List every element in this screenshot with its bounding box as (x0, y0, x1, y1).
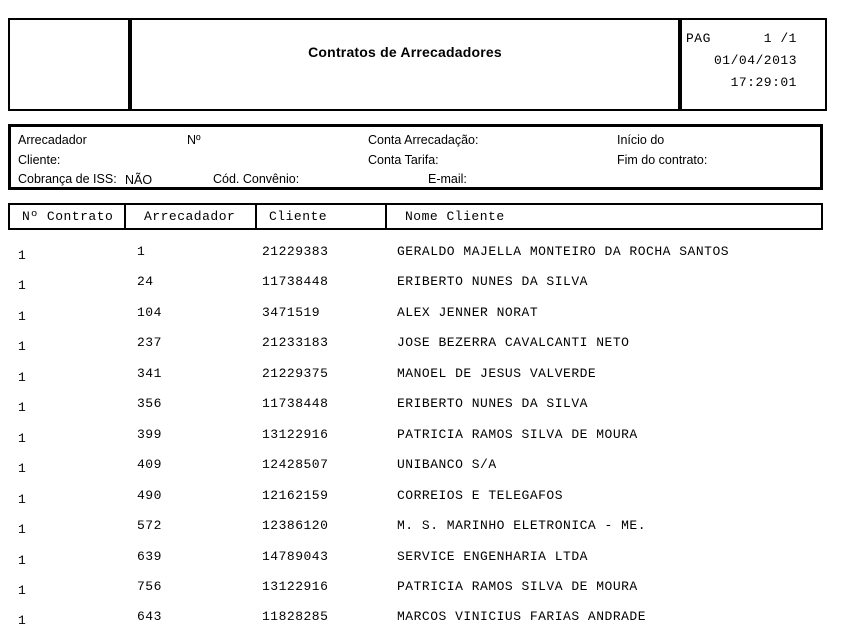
cell-nome-cliente: SERVICE ENGENHARIA LTDA (397, 548, 588, 564)
cell-num-contrato: 1 (18, 278, 27, 294)
cell-num-contrato: 1 (18, 522, 27, 538)
cell-nome-cliente: PATRICIA RAMOS SILVA DE MOURA (397, 426, 638, 442)
table-row (0, 304, 865, 324)
cell-num-contrato: 1 (18, 400, 27, 416)
cell-arrecadador: 639 (137, 548, 162, 564)
table-row (0, 457, 865, 477)
cell-nome-cliente: M. S. MARINHO ELETRONICA - ME. (397, 518, 647, 534)
page-label: PAG (686, 31, 711, 46)
cell-nome-cliente: PATRICIA RAMOS SILVA DE MOURA (397, 578, 638, 594)
cell-num-contrato: 1 (18, 613, 27, 629)
filter-fim-contrato-label: Fim do contrato: (617, 153, 708, 167)
table-row (0, 274, 865, 294)
cell-nome-cliente: GERALDO MAJELLA MONTEIRO DA ROCHA SANTOS (397, 244, 730, 259)
cell-arrecadador: 490 (137, 487, 162, 503)
cell-arrecadador: 572 (137, 518, 162, 534)
filter-conta-arrecadacao-label: Conta Arrecadação: (368, 133, 479, 147)
cell-cliente: 14789043 (262, 548, 329, 564)
column-header-arrecadador: Arrecadador (126, 205, 257, 228)
cell-nome-cliente: MARCOS VINICIUS FARIAS ANDRADE (397, 609, 647, 625)
filter-conta-tarifa-label: Conta Tarifa: (368, 153, 439, 167)
filter-email-label: E-mail: (428, 172, 467, 186)
cell-arrecadador: 237 (137, 335, 162, 351)
cell-nome-cliente: JOSE BEZERRA CAVALCANTI NETO (397, 335, 630, 351)
column-header-cliente: Cliente (257, 205, 387, 228)
report-time: 17:29:01 (730, 75, 797, 90)
column-header-nome-cliente: Nome Cliente (405, 209, 505, 224)
cell-num-contrato: 1 (18, 552, 27, 568)
cell-arrecadador: 356 (137, 396, 162, 412)
cell-nome-cliente: CORREIOS E TELEGAFOS (397, 487, 564, 503)
table-row (0, 396, 865, 416)
cell-arrecadador: 104 (137, 304, 162, 320)
cell-num-contrato: 1 (18, 491, 27, 507)
table-row (0, 578, 865, 598)
cell-nome-cliente: ERIBERTO NUNES DA SILVA (397, 396, 588, 412)
cell-nome-cliente: MANOEL DE JESUS VALVERDE (397, 365, 597, 381)
cell-nome-cliente: ALEX JENNER NORAT (397, 304, 539, 320)
page-value: 1 /1 (763, 31, 797, 46)
cell-num-contrato: 1 (18, 461, 27, 477)
table-row (0, 426, 865, 446)
cell-cliente: 21233183 (262, 335, 329, 351)
logo-box (8, 18, 130, 111)
cell-cliente: 12162159 (262, 487, 329, 503)
cell-cliente: 13122916 (262, 578, 329, 594)
report-date: 01/04/2013 (713, 53, 797, 68)
cell-cliente: 12386120 (262, 518, 329, 534)
cell-cliente: 12428507 (262, 457, 329, 473)
filter-cliente-label: Cliente: (18, 153, 61, 167)
table-row (0, 335, 865, 355)
title-box (130, 18, 680, 111)
cell-num-contrato: 1 (18, 308, 27, 324)
filter-arrecadador-label: Arrecadador (18, 133, 87, 147)
cell-arrecadador: 1 (137, 244, 146, 259)
cell-arrecadador: 643 (137, 609, 162, 625)
border-wear-artifact (715, 112, 787, 114)
cell-nome-cliente: ERIBERTO NUNES DA SILVA (397, 274, 588, 290)
cell-num-contrato: 1 (18, 582, 27, 598)
cell-num-contrato: 1 (18, 339, 27, 355)
filter-cobranca-iss-label: Cobrança de ISS: (18, 172, 117, 186)
filter-cod-convenio-label: Cód. Convênio: (213, 172, 300, 186)
cell-cliente: 11738448 (262, 396, 329, 412)
cell-arrecadador: 24 (137, 274, 154, 290)
filter-numero-label: Nº (187, 133, 201, 147)
table-row (0, 609, 865, 629)
table-row (0, 518, 865, 538)
table-header (8, 203, 823, 230)
cell-nome-cliente: UNIBANCO S/A (397, 457, 497, 473)
filter-cobranca-iss-value: NÃO (125, 173, 153, 187)
cell-cliente: 13122916 (262, 426, 329, 442)
cell-num-contrato: 1 (18, 430, 27, 446)
page-number-line (684, 28, 825, 50)
table-row (0, 365, 865, 385)
cell-num-contrato: 1 (18, 369, 27, 385)
column-header-num-contrato: Nº Contrato (10, 205, 126, 228)
table-row (0, 244, 865, 263)
table-row (0, 548, 865, 568)
page-title: Contratos de Arrecadadores (308, 44, 502, 60)
cell-num-contrato: 1 (18, 248, 27, 263)
filter-inicio-label: Início do (617, 133, 665, 147)
pagination-box (680, 18, 827, 111)
cell-cliente: 3471519 (262, 304, 321, 320)
cell-cliente: 21229383 (262, 244, 329, 259)
cell-arrecadador: 399 (137, 426, 162, 442)
cell-cliente: 21229375 (262, 365, 329, 381)
cell-arrecadador: 341 (137, 365, 162, 381)
cell-arrecadador: 756 (137, 578, 162, 594)
cell-cliente: 11828285 (262, 609, 329, 625)
table-row (0, 487, 865, 507)
cell-cliente: 11738448 (262, 274, 329, 290)
pagination-info (684, 28, 825, 94)
cell-arrecadador: 409 (137, 457, 162, 473)
